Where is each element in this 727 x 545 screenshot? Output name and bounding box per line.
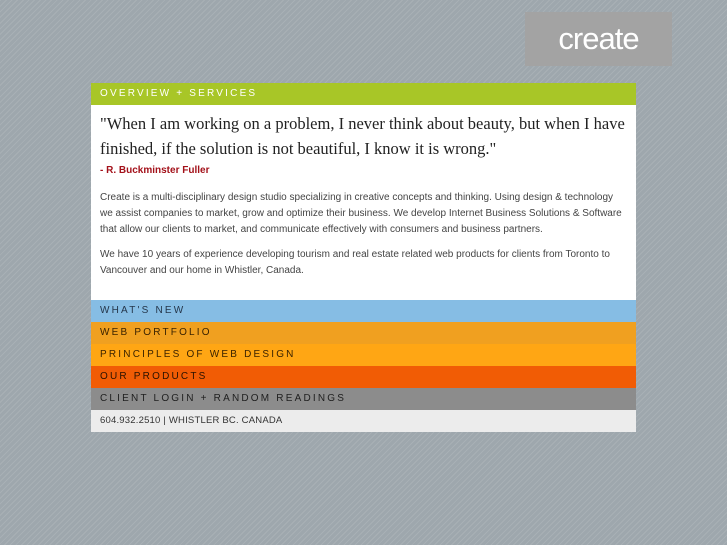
nav-principles-of-web-design[interactable]: PRINCIPLES OF WEB DESIGN xyxy=(91,344,636,366)
nav-client-login-random-readings[interactable]: CLIENT LOGIN + RANDOM READINGS xyxy=(91,388,636,410)
logo-text: create xyxy=(558,20,639,56)
main-panel xyxy=(91,83,636,432)
quote-attribution: - R. Buckminster Fuller xyxy=(100,165,210,176)
nav-our-products[interactable]: OUR PRODUCTS xyxy=(91,366,636,388)
overview-services-header: OVERVIEW + SERVICES xyxy=(91,83,636,105)
intro-paragraph: Create is a multi-disciplinary design studio specializing in creative concepts and thinking. Using design & technology we assist companies to market, grow and optimize their business. We develop Internet Business Solutions & Software that allow our clients to market, and communicate effectively with consumers and business partners. xyxy=(100,192,622,235)
nav-web-portfolio[interactable]: WEB PORTFOLIO xyxy=(91,322,636,344)
overview-content xyxy=(91,105,636,300)
create-logo[interactable] xyxy=(525,12,672,66)
quote-text: "When I am working on a problem, I never think about beauty, but when I have finished, if the solution is not beautiful, I know it is wrong." xyxy=(100,114,625,158)
nav-whats-new[interactable]: WHAT'S NEW xyxy=(91,300,636,322)
footer-contact: 604.932.2510 | WHISTLER BC. CANADA xyxy=(91,410,636,432)
experience-paragraph: We have 10 years of experience developing tourism and real estate related web products for clients from Toronto to Vancouver and our home in Whistler, Canada. xyxy=(100,249,610,276)
